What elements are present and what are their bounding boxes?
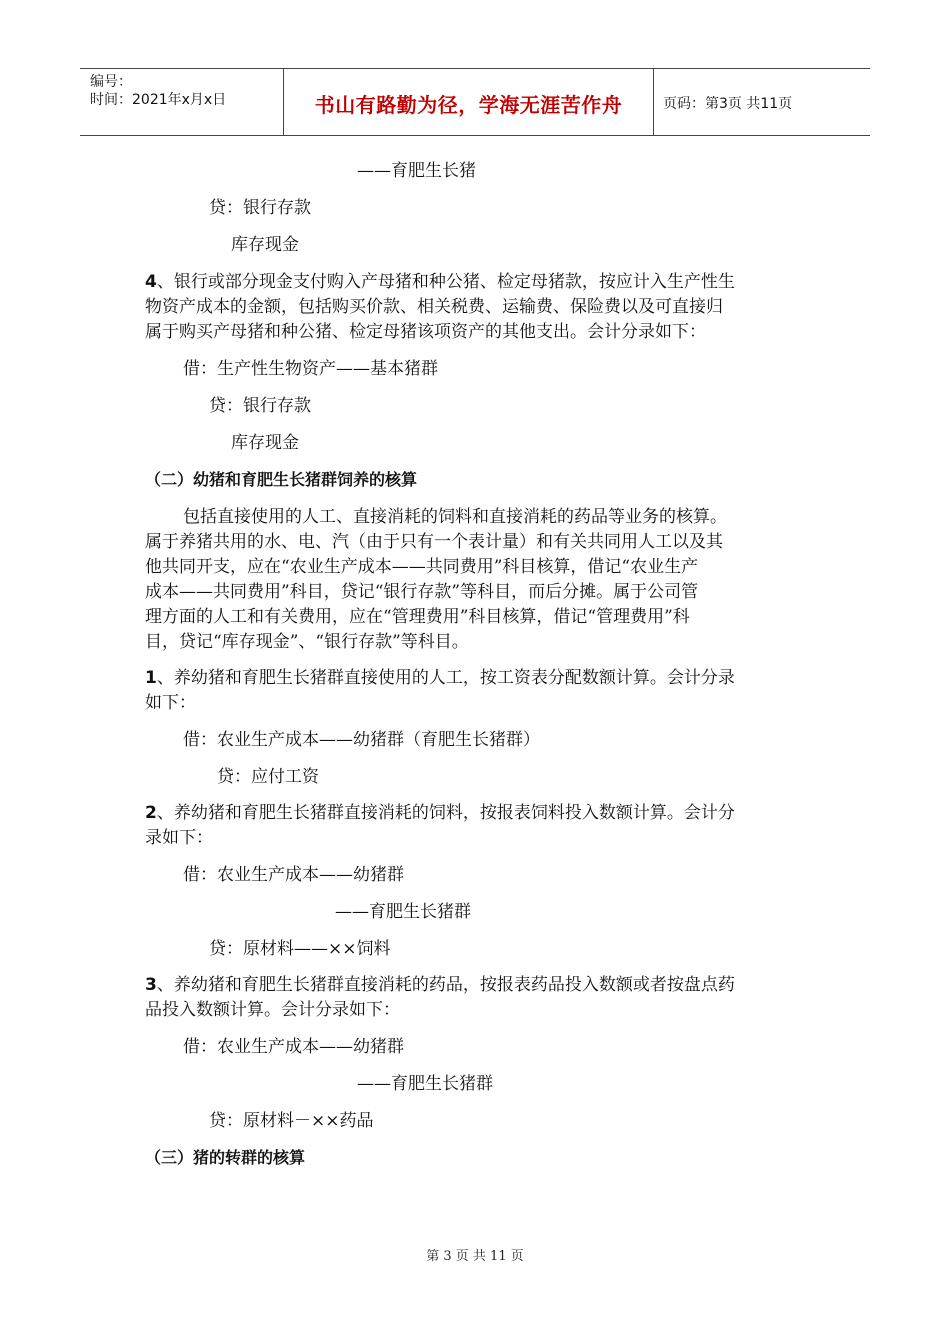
paragraph-line: 属于养猪共用的水、电、汽（由于只有一个表计量）和有关共同用人工以及其 bbox=[145, 532, 723, 552]
paragraph-line: 目，贷记“库存现金”、“银行存款”等科目。 bbox=[145, 632, 469, 652]
paragraph-line bbox=[145, 666, 735, 690]
paragraph-line: 理方面的人工和有关费用，应在“管理费用”科目核算，借记“管理费用”科 bbox=[145, 607, 690, 627]
paragraph-line: 物资产成本的金额，包括购买价款、相关税费、运输费、保险费以及可直接归 bbox=[145, 297, 723, 317]
paragraph-line bbox=[145, 270, 735, 294]
header-number-label: 编号： bbox=[90, 74, 132, 90]
section-heading: （二）幼猪和育肥生长猪群饲养的核算 bbox=[145, 470, 418, 489]
entry-line: 贷：原材料－××药品 bbox=[209, 1111, 374, 1131]
entry-line: 库存现金 bbox=[231, 235, 299, 255]
entry-line: 贷：银行存款 bbox=[209, 396, 311, 416]
header-motto: 书山有路勤为径，学海无涯苦作舟 bbox=[314, 93, 623, 117]
page-footer: 第 3 页 共 11 页 bbox=[426, 1249, 524, 1264]
item-text: 、银行或部分现金支付购入产母猪和种公猪、检定母猪款，按应计入生产性生 bbox=[156, 272, 735, 292]
entry-line: 库存现金 bbox=[231, 433, 299, 453]
item-text: 、养幼猪和育肥生长猪群直接消耗的药品，按报表药品投入数额或者按盘点药 bbox=[156, 975, 735, 995]
item-text: 、养幼猪和育肥生长猪群直接消耗的饲料，按报表饲料投入数额计算。会计分 bbox=[156, 803, 735, 823]
entry-line: 借：生产性生物资产——基本猪群 bbox=[183, 359, 438, 379]
paragraph-line: 属于购买产母猪和种公猪、检定母猪该项资产的其他支出。会计分录如下： bbox=[145, 322, 706, 342]
paragraph-line: 品投入数额计算。会计分录如下： bbox=[145, 1000, 400, 1020]
paragraph-line: 包括直接使用的人工、直接消耗的饲料和直接消耗的药品等业务的核算。 bbox=[183, 507, 727, 527]
entry-line: 贷：原材料——××饲料 bbox=[209, 939, 391, 959]
entry-line: 贷：银行存款 bbox=[209, 198, 311, 218]
header-meta bbox=[90, 73, 280, 109]
item-text: 、养幼猪和育肥生长猪群直接使用的人工，按工资表分配数额计算。会计分录 bbox=[156, 668, 735, 688]
section-heading: （三）猪的转群的核算 bbox=[145, 1148, 306, 1167]
header-page-info: 页码：第3页 共11页 bbox=[663, 96, 793, 112]
paragraph-line bbox=[145, 801, 735, 825]
entry-line: ——育肥生长猪群 bbox=[357, 1074, 493, 1094]
paragraph-line: 成本——共同费用”科目，贷记“银行存款”等科目，而后分摊。属于公司管 bbox=[145, 582, 699, 602]
paragraph-line: 录如下： bbox=[145, 828, 213, 848]
entry-line: ——育肥生长猪 bbox=[357, 161, 476, 181]
header-divider bbox=[653, 69, 654, 135]
item-number: 2 bbox=[145, 803, 157, 823]
entry-line: 贷：应付工资 bbox=[217, 767, 319, 787]
entry-line: 借：农业生产成本——幼猪群 bbox=[183, 865, 404, 885]
page-header bbox=[80, 68, 870, 136]
paragraph-line: 如下： bbox=[145, 693, 196, 713]
entry-line: ——育肥生长猪群 bbox=[335, 902, 471, 922]
item-number: 1 bbox=[145, 668, 157, 688]
entry-line: 借：农业生产成本——幼猪群（育肥生长猪群） bbox=[183, 730, 540, 750]
header-time-label: 时间：2021年x月x日 bbox=[90, 92, 227, 108]
item-number: 3 bbox=[145, 975, 157, 995]
paragraph-line: 他共同开支，应在“农业生产成本——共同费用”科目核算，借记“农业生产 bbox=[145, 557, 699, 577]
item-number: 4 bbox=[145, 272, 157, 292]
paragraph-line bbox=[145, 973, 735, 997]
entry-line: 借：农业生产成本——幼猪群 bbox=[183, 1037, 404, 1057]
